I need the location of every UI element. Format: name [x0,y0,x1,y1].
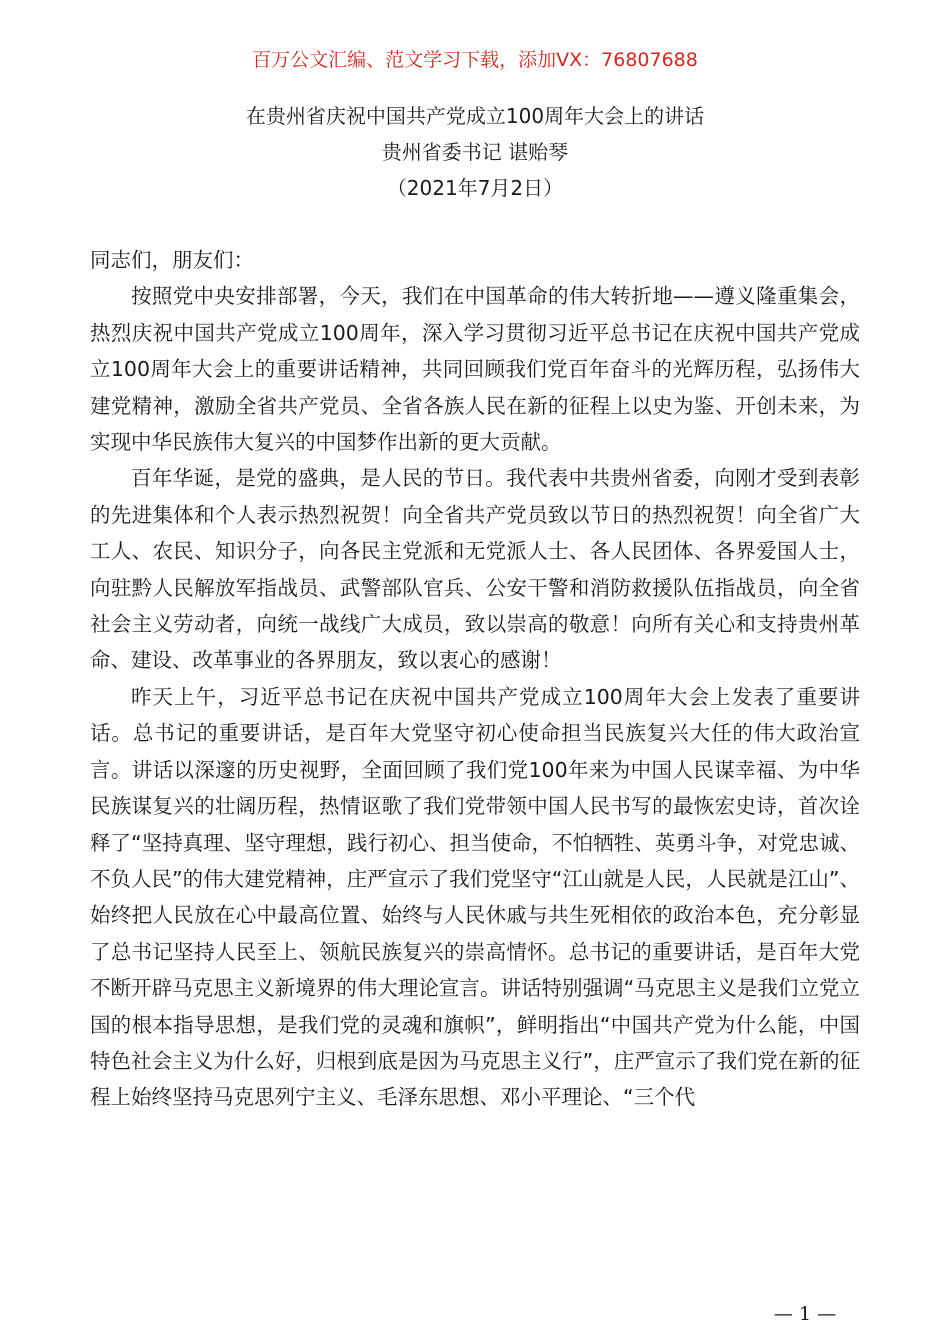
paragraph: 百年华诞，是党的盛典，是人民的节日。我代表中共贵州省委，向刚才受到表彰的先进集体和个人表示热烈祝贺！向全省共产党员致以节日的热烈祝贺！向全省广大工人、农民、知识分子，向各民主党派和无党派人士、各人民团体、各界爱国人士，向驻黔人民解放军指战员、武警部队官兵、公安干警和消防救援队伍指战员，向全省社会主义劳动者，向统一战线广大成员，致以崇高的敬意！向所有关心和支持贵州革命、建设、改革事业的各界朋友，致以衷心的感谢！ [90,466,860,673]
document-header [0,98,950,206]
page-number: — 1 — [773,1303,837,1325]
promo-banner: 百万公文汇编、范文学习下载，添加VX：76807688 [252,49,698,71]
paragraph: 按照党中央安排部署，今天，我们在中国革命的伟大转折地——遵义隆重集会，热烈庆祝中国共产党成立100周年，深入学习贯彻习近平总书记在庆祝中国共产党成立100周年大会上的重要讲话精神，共同回顾我们党百年奋斗的光辉历程，弘扬伟大建党精神，激励全省共产党员、全省各族人民在新的征程上以史为鉴、开创未来，为实现中华民族伟大复兴的中国梦作出新的更大贡献。 [90,284,860,455]
salutation: 同志们，朋友们： [90,248,254,272]
paragraph: 昨天上午，习近平总书记在庆祝中国共产党成立100周年大会上发表了重要讲话。总书记的重要讲话，是百年大党坚守初心使命担当民族复兴大任的伟大政治宣言。讲话以深邃的历史视野，全面回顾了我们党100年来为中国人民谋幸福、为中华民族谋复兴的壮阔历程，热情讴歌了我们党带领中国人民书写的最恢宏史诗，首次诠释了“坚持真理、坚守理想，践行初心、担当使命，不怕牺牲、英勇斗争，对党忠诚、不负人民”的伟大建党精神，庄严宣示了我们党坚守“江山就是人民，人民就是江山”、始终把人民放在心中最高位置、始终与人民休戚与共生死相依的政治本色，充分彰显了总书记坚持人民至上、领航民族复兴的崇高情怀。总书记的重要讲话，是百年大党不断开辟马克思主义新境界的伟大理论宣言。讲话特别强调“马克思主义是我们立党立国的根本指导思想，是我们党的灵魂和旗帜”，鲜明指出“中国共产党为什么能，中国特色社会主义为什么好，归根到底是因为马克思主义行”，庄严宣示了我们党在新的征程上始终坚持马克思列宁主义、毛泽东思想、邓小平理论、“三个代 [90,684,860,1110]
document-title: 在贵州省庆祝中国共产党成立100周年大会上的讲话 [245,104,705,128]
document-body [90,242,860,1116]
document-author: 贵州省委书记 谌贻琴 [381,140,569,164]
document-date: （2021年7月2日） [386,176,564,200]
